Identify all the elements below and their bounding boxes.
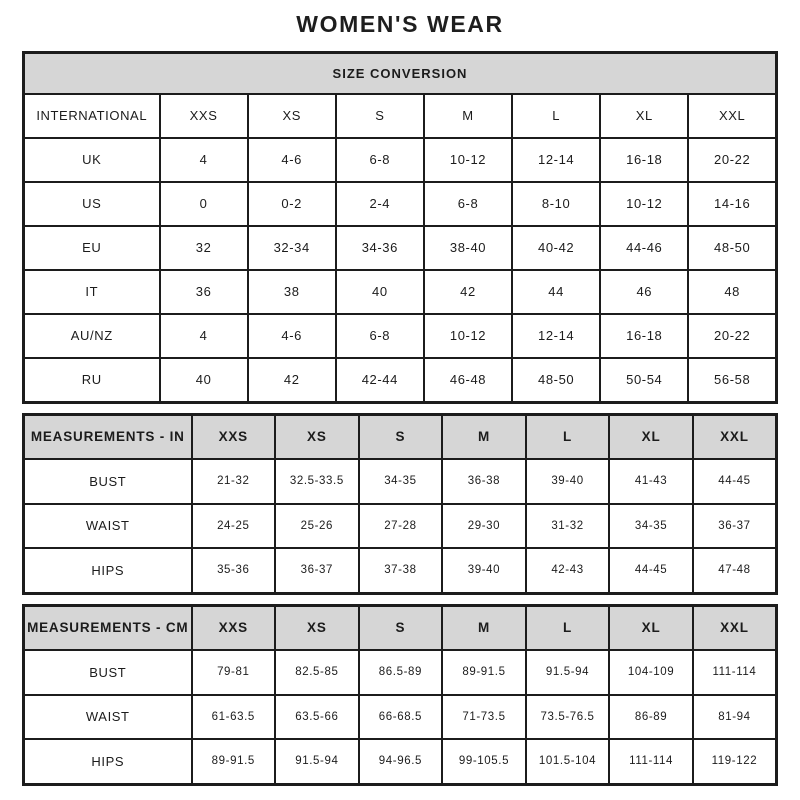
measurements-cm-row-label: WAIST	[24, 695, 192, 740]
measurements-in-value-cell: 25-26	[275, 504, 359, 549]
size-conversion-value-cell: 44	[512, 270, 600, 314]
size-conversion-value-cell: 48-50	[512, 358, 600, 403]
size-conversion-row-label: AU/NZ	[24, 314, 160, 358]
measurements-cm-value-cell: 111-114	[693, 650, 777, 695]
size-conversion-row-label: UK	[24, 138, 160, 182]
size-conversion-value-cell: 34-36	[336, 226, 424, 270]
size-conversion-value-cell: 40	[336, 270, 424, 314]
size-conversion-header-cell: XL	[600, 94, 688, 138]
measurements-in-value-cell: 36-38	[442, 459, 526, 504]
measurements-cm-header-cell: XXS	[192, 605, 276, 650]
measurements-in-header-cell: MEASUREMENTS - IN	[24, 414, 192, 459]
table-row	[24, 548, 777, 593]
measurements-in-header-cell: XXL	[693, 414, 777, 459]
size-conversion-header-cell: M	[424, 94, 512, 138]
size-conversion-value-cell: 4-6	[248, 138, 336, 182]
measurements-in-header-cell: S	[359, 414, 443, 459]
measurements-cm-value-cell: 119-122	[693, 739, 777, 784]
measurements-cm-value-cell: 111-114	[609, 739, 693, 784]
size-conversion-value-cell: 56-58	[688, 358, 776, 403]
size-conversion-value-cell: 0-2	[248, 182, 336, 226]
table-row	[24, 182, 777, 226]
measurements-cm-value-cell: 63.5-66	[275, 695, 359, 740]
measurements-cm-value-cell: 79-81	[192, 650, 276, 695]
measurements-cm-value-cell: 91.5-94	[526, 650, 610, 695]
size-conversion-value-cell: 20-22	[688, 138, 776, 182]
measurements-cm-value-cell: 66-68.5	[359, 695, 443, 740]
table-row	[24, 739, 777, 784]
measurements-cm-value-cell: 91.5-94	[275, 739, 359, 784]
measurements-cm-value-cell: 89-91.5	[192, 739, 276, 784]
measurements-cm-header-cell: S	[359, 605, 443, 650]
table-row	[24, 695, 777, 740]
size-conversion-value-cell: 42-44	[336, 358, 424, 403]
measurements-in-value-cell: 27-28	[359, 504, 443, 549]
page-title: WOMEN'S WEAR	[296, 11, 504, 37]
size-conversion-value-cell: 12-14	[512, 138, 600, 182]
measurements-cm-table	[22, 604, 778, 786]
size-conversion-value-cell: 36	[160, 270, 248, 314]
size-conversion-value-cell: 40-42	[512, 226, 600, 270]
size-conversion-value-cell: 32	[160, 226, 248, 270]
measurements-in-value-cell: 39-40	[526, 459, 610, 504]
size-conversion-value-cell: 6-8	[424, 182, 512, 226]
size-conversion-value-cell: 12-14	[512, 314, 600, 358]
measurements-cm-value-cell: 86-89	[609, 695, 693, 740]
measurements-in-header-cell: XL	[609, 414, 693, 459]
measurements-in-value-cell: 39-40	[442, 548, 526, 593]
table-row	[24, 459, 777, 504]
size-conversion-value-cell: 0	[160, 182, 248, 226]
size-conversion-table	[22, 51, 778, 404]
size-conversion-value-cell: 48	[688, 270, 776, 314]
size-conversion-value-cell: 8-10	[512, 182, 600, 226]
size-conversion-value-cell: 16-18	[600, 314, 688, 358]
size-conversion-value-cell: 10-12	[600, 182, 688, 226]
size-conversion-value-cell: 20-22	[688, 314, 776, 358]
measurements-in-value-cell: 35-36	[192, 548, 276, 593]
size-conversion-value-cell: 42	[248, 358, 336, 403]
measurements-cm-header-cell: XXL	[693, 605, 777, 650]
measurements-cm-value-cell: 99-105.5	[442, 739, 526, 784]
size-conversion-value-cell: 4	[160, 138, 248, 182]
size-conversion-value-cell: 14-16	[688, 182, 776, 226]
measurements-in-row-label: WAIST	[24, 504, 192, 549]
measurements-in	[22, 413, 778, 595]
size-conversion-value-cell: 50-54	[600, 358, 688, 403]
size-conversion-header-cell: S	[336, 94, 424, 138]
table-row	[24, 226, 777, 270]
size-conversion-header-cell: INTERNATIONAL	[24, 94, 160, 138]
measurements-in-value-cell: 44-45	[693, 459, 777, 504]
measurements-cm-header-cell: L	[526, 605, 610, 650]
measurements-in-table	[22, 413, 778, 595]
table-row	[24, 358, 777, 403]
size-conversion-header-cell: XXS	[160, 94, 248, 138]
size-conversion-value-cell: 44-46	[600, 226, 688, 270]
measurements-in-value-cell: 36-37	[693, 504, 777, 549]
measurements-cm-value-cell: 61-63.5	[192, 695, 276, 740]
measurements-in-row-label: HIPS	[24, 548, 192, 593]
measurements-cm-value-cell: 82.5-85	[275, 650, 359, 695]
size-conversion	[22, 51, 778, 404]
size-conversion-value-cell: 42	[424, 270, 512, 314]
size-conversion-value-cell: 6-8	[336, 138, 424, 182]
measurements-in-value-cell: 41-43	[609, 459, 693, 504]
size-conversion-header-cell: XXL	[688, 94, 776, 138]
measurements-in-value-cell: 24-25	[192, 504, 276, 549]
size-conversion-row-label: US	[24, 182, 160, 226]
size-conversion-row-label: IT	[24, 270, 160, 314]
table-row	[24, 504, 777, 549]
size-conversion-header-cell: L	[512, 94, 600, 138]
measurements-cm-row-label: HIPS	[24, 739, 192, 784]
size-conversion-value-cell: 2-4	[336, 182, 424, 226]
size-conversion-value-cell: 46	[600, 270, 688, 314]
size-conversion-value-cell: 6-8	[336, 314, 424, 358]
size-conversion-value-cell: 4-6	[248, 314, 336, 358]
measurements-cm-value-cell: 101.5-104	[526, 739, 610, 784]
size-conversion-banner: SIZE CONVERSION	[24, 52, 777, 94]
size-conversion-value-cell: 38-40	[424, 226, 512, 270]
measurements-cm-value-cell: 73.5-76.5	[526, 695, 610, 740]
measurements-in-value-cell: 34-35	[609, 504, 693, 549]
measurements-in-value-cell: 42-43	[526, 548, 610, 593]
size-conversion-value-cell: 16-18	[600, 138, 688, 182]
table-row	[24, 650, 777, 695]
size-conversion-value-cell: 10-12	[424, 314, 512, 358]
size-conversion-row-label: EU	[24, 226, 160, 270]
size-conversion-value-cell: 46-48	[424, 358, 512, 403]
measurements-in-value-cell: 21-32	[192, 459, 276, 504]
size-conversion-header-cell: XS	[248, 94, 336, 138]
measurements-cm-header-cell: XL	[609, 605, 693, 650]
measurements-cm-header-cell: M	[442, 605, 526, 650]
measurements-cm-value-cell: 94-96.5	[359, 739, 443, 784]
measurements-cm-header-cell: MEASUREMENTS - CM	[24, 605, 192, 650]
measurements-in-value-cell: 31-32	[526, 504, 610, 549]
measurements-in-value-cell: 29-30	[442, 504, 526, 549]
table-row	[24, 138, 777, 182]
size-conversion-value-cell: 48-50	[688, 226, 776, 270]
measurements-in-header-cell: M	[442, 414, 526, 459]
measurements-in-value-cell: 34-35	[359, 459, 443, 504]
size-conversion-value-cell: 4	[160, 314, 248, 358]
measurements-cm-value-cell: 86.5-89	[359, 650, 443, 695]
size-conversion-value-cell: 38	[248, 270, 336, 314]
measurements-in-header-cell: XXS	[192, 414, 276, 459]
table-row	[24, 314, 777, 358]
size-conversion-value-cell: 32-34	[248, 226, 336, 270]
measurements-in-value-cell: 47-48	[693, 548, 777, 593]
table-row	[24, 270, 777, 314]
measurements-in-header-cell: L	[526, 414, 610, 459]
measurements-cm-value-cell: 71-73.5	[442, 695, 526, 740]
size-conversion-value-cell: 10-12	[424, 138, 512, 182]
measurements-cm-value-cell: 104-109	[609, 650, 693, 695]
measurements-in-value-cell: 44-45	[609, 548, 693, 593]
measurements-in-row-label: BUST	[24, 459, 192, 504]
measurements-cm-header-cell: XS	[275, 605, 359, 650]
measurements-in-header-cell: XS	[275, 414, 359, 459]
size-conversion-value-cell: 40	[160, 358, 248, 403]
measurements-in-value-cell: 37-38	[359, 548, 443, 593]
measurements-cm-value-cell: 89-91.5	[442, 650, 526, 695]
measurements-in-value-cell: 36-37	[275, 548, 359, 593]
measurements-in-value-cell: 32.5-33.5	[275, 459, 359, 504]
measurements-cm-value-cell: 81-94	[693, 695, 777, 740]
measurements-cm-row-label: BUST	[24, 650, 192, 695]
measurements-cm	[22, 604, 778, 786]
size-conversion-row-label: RU	[24, 358, 160, 403]
